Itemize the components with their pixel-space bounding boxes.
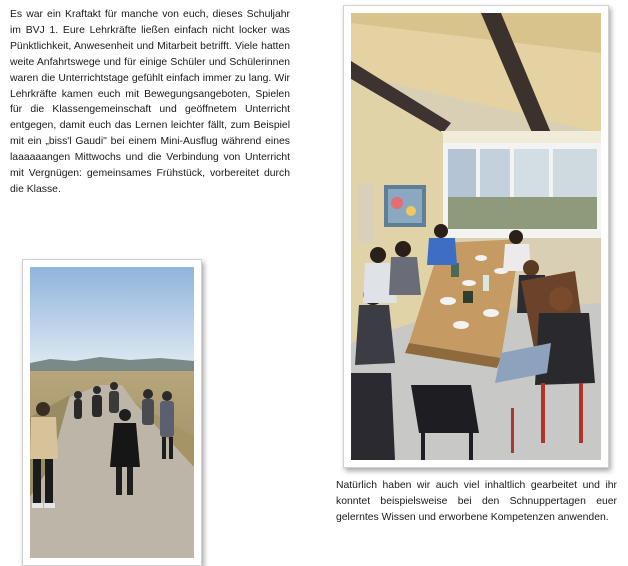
walking-group-image bbox=[30, 267, 194, 558]
article-paragraph-intro: Es war ein Kraftakt für manche von euch, dieses Schuljahr im BVJ 1. Eure Lehrkräfte ließen einfach nicht locker was Pünktlichkeit, Anwesenheit und Mitarbeit betrifft. Viele hatten weite Anfahrtswege und für einige Schüler und Schülerinnen waren die Unterrichtstage gefühlt einfach immer zu lang. Wir Lehrkräfte kamen euch mit Bewegungsangeboten, Spielen für die Klassengemeinschaft und geöffnetem Unterricht entgegen, damit euch das Lernen leichter fällt, zum Beispiel mit ein „biss'l Gaudi" bei einem Mini-Ausflug während eines laaaaaangen Mittwochs und die Verbindung von Unterricht mit Vergnügen: gemeinsames Frühstück, vorbereitet durch die Klasse. bbox=[10, 9, 290, 195]
article-paragraph-outro: Natürlich haben wir auch viel inhaltlich gearbeitet und ihr konntet beispielsweise bei den Schnuppertagen euer gelerntes Wissen und erworbene Kompetenzen anwenden. bbox=[336, 480, 617, 524]
classroom-breakfast-photo bbox=[343, 5, 609, 468]
classroom-breakfast-image bbox=[351, 13, 601, 460]
walking-group-photo bbox=[22, 259, 202, 566]
